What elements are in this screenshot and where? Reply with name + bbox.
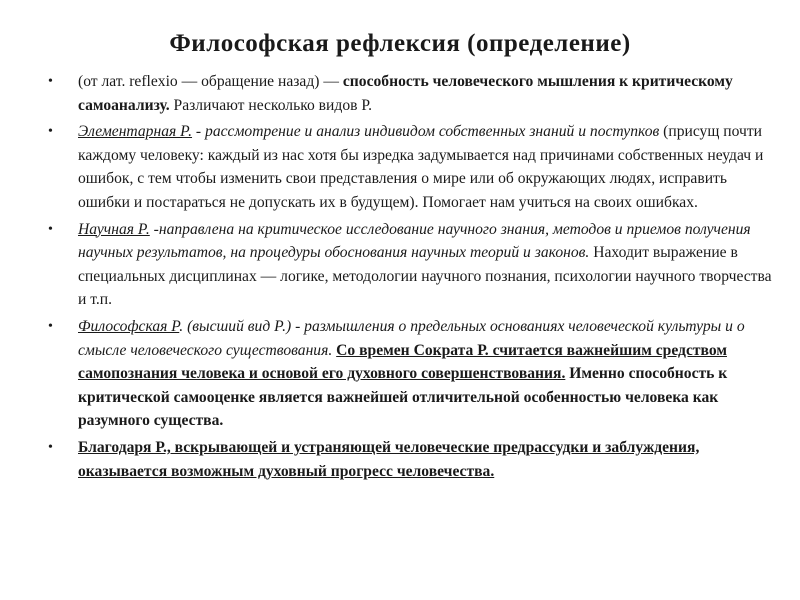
item-text-italic: - рассмотрение и анализ индивидом собственных знаний и поступков bbox=[192, 123, 660, 141]
item-term-scientific: Научная Р. bbox=[78, 220, 150, 238]
bullet-icon: • bbox=[48, 221, 53, 237]
list-item-definition bbox=[48, 70, 778, 117]
slide-title: Философская рефлексия (определение) bbox=[169, 30, 631, 57]
list-item-elementary bbox=[48, 120, 778, 214]
bullet-icon: • bbox=[48, 124, 53, 140]
item-term-philosophical: Философская Р bbox=[78, 317, 180, 335]
item-text-italic: -направлена на критическое исследование научного знания, методов и приемов получения научных результатов, на процедуры обоснования научных теорий и законов. bbox=[78, 220, 751, 262]
item-text-tail: Находит выражение в специальных дисциплинах — логике, методологии научного познания, психологии научного творчества и т.п. bbox=[78, 244, 772, 309]
item-text-italic: . (высший вид Р.) - размышления о предельных основаниях человеческой культуры и о смысле человеческого существования. bbox=[78, 317, 745, 359]
bullet-icon: • bbox=[48, 74, 53, 89]
list-item-progress bbox=[48, 436, 778, 483]
item-text-tail: (присущ почти каждому человеку: каждый из нас хотя бы изредка задумывается над причинами собственных неудач и ошибок, с тем чтобы изменить свои представления о мире или об окружающих людях, исправить ошибки и постараться не допускать их в будущем). Помогает нам учиться на своих ошибках. bbox=[78, 123, 764, 211]
list-item-scientific bbox=[48, 218, 778, 312]
bullet-icon: • bbox=[48, 318, 53, 334]
item-text-bold: способность человеческого мышления к критическому самоанализу. bbox=[78, 73, 733, 114]
item-text-intro: (от лат. reflexio — обращение назад) — bbox=[78, 73, 343, 90]
bullet-icon: • bbox=[48, 439, 53, 455]
item-text-bold: Именно способность к критической самооценке является важнейшей отличительной особенностью человека как разумного существа. bbox=[78, 365, 728, 430]
item-text-tail: Различают несколько видов Р. bbox=[169, 96, 373, 114]
item-text-bold-underlined: Благодаря Р., вскрывающей и устраняющей человеческие предрассудки и заблуждения, оказывается возможным духовный прогресс человечества. bbox=[78, 438, 700, 480]
item-term-elementary: Элементарная Р. bbox=[78, 123, 193, 141]
definition-list bbox=[48, 70, 778, 486]
item-text-bold-underlined: Со времен Сократа Р. считается важнейшим средством самопознания человека и основой его духовного совершенствования. bbox=[78, 341, 727, 383]
list-item-philosophical bbox=[48, 315, 778, 433]
